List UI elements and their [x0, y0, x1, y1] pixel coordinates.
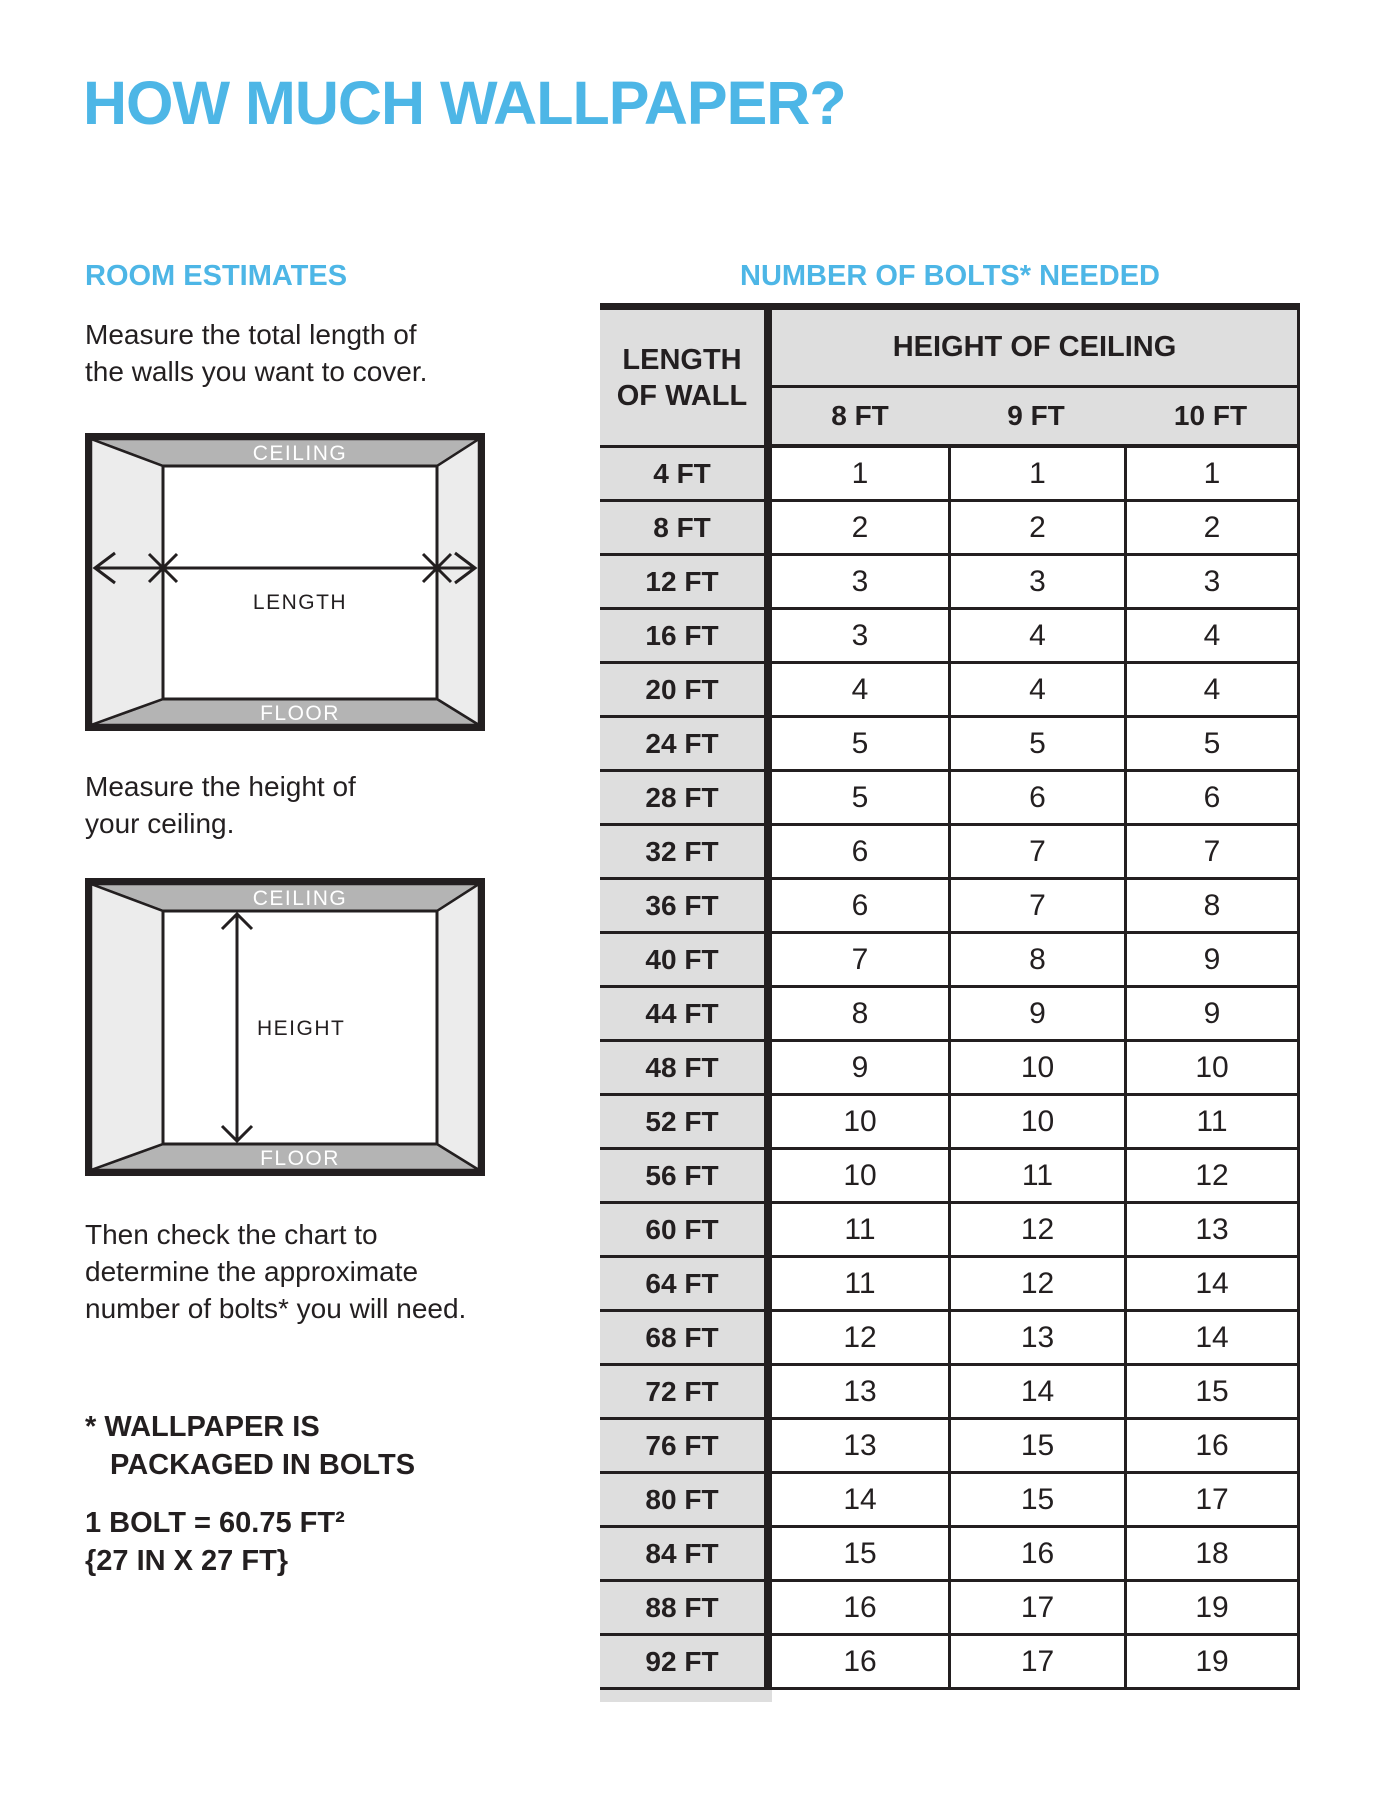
- bolt-count-cell: 16: [772, 1636, 948, 1690]
- wall-length-cell: 4 FT: [600, 448, 772, 502]
- wall-length-cell: 12 FT: [600, 556, 772, 610]
- bolt-count-cell: 4: [948, 664, 1124, 718]
- floor-label: FLOOR: [260, 1147, 340, 1170]
- bolt-count-cell: 8: [948, 934, 1124, 988]
- bolt-count-cell: 10: [772, 1096, 948, 1150]
- bolt-count-cell: 15: [1124, 1366, 1300, 1420]
- bolt-count-cell: 10: [772, 1150, 948, 1204]
- wall-length-cell: 32 FT: [600, 826, 772, 880]
- instruction-line: determine the approximate: [85, 1256, 419, 1287]
- bolt-count-cell: 7: [948, 880, 1124, 934]
- bolt-count-cell: 7: [1124, 826, 1300, 880]
- height-label: HEIGHT: [257, 1017, 346, 1040]
- bolts-table-heading: NUMBER OF BOLTS* NEEDED: [740, 260, 1160, 292]
- bolts-table: [600, 303, 1300, 1702]
- wall-length-cell: 60 FT: [600, 1204, 772, 1258]
- wall-length-cell: 8 FT: [600, 502, 772, 556]
- length-label: LENGTH: [252, 591, 348, 614]
- wall-length-cell: 64 FT: [600, 1258, 772, 1312]
- wallpaper-bolts-footnote: [85, 1408, 415, 1484]
- bolt-count-cell: 16: [948, 1528, 1124, 1582]
- bolt-count-cell: 4: [1124, 610, 1300, 664]
- row-axis-header-line: OF WALL: [616, 379, 748, 412]
- floor-label: FLOOR: [260, 702, 340, 725]
- wall-length-cell: 56 FT: [600, 1150, 772, 1204]
- bolt-count-cell: 11: [948, 1150, 1124, 1204]
- instruction-line: Measure the height of: [85, 771, 356, 802]
- bolt-count-cell: 16: [772, 1582, 948, 1636]
- bolt-count-cell: 17: [948, 1636, 1124, 1690]
- ceiling-label: CEILING: [252, 887, 348, 910]
- left-wall-panel: [91, 884, 163, 1170]
- bolt-count-cell: 13: [1124, 1204, 1300, 1258]
- back-wall-panel: [163, 466, 437, 699]
- bolt-count-cell: 17: [1124, 1474, 1300, 1528]
- bolt-count-cell: 10: [1124, 1042, 1300, 1096]
- right-wall-panel: [437, 884, 479, 1170]
- bolt-count-cell: 10: [948, 1042, 1124, 1096]
- table-grid: [600, 310, 1300, 1690]
- bolt-size-line: 1 BOLT = 60.75 FT²: [85, 1507, 345, 1539]
- bolt-count-cell: 3: [772, 610, 948, 664]
- bolt-count-cell: 8: [1124, 880, 1300, 934]
- page-title: HOW MUCH WALLPAPER?: [83, 69, 846, 137]
- wall-length-cell: 48 FT: [600, 1042, 772, 1096]
- row-axis-header-line: LENGTH: [622, 343, 742, 376]
- bolt-count-cell: 1: [772, 448, 948, 502]
- instruction-line: Then check the chart to: [85, 1219, 378, 1250]
- table-top-bar: [600, 303, 1300, 310]
- bolt-count-cell: 13: [772, 1420, 948, 1474]
- wall-length-cell: 52 FT: [600, 1096, 772, 1150]
- wall-length-cell: 72 FT: [600, 1366, 772, 1420]
- bolt-count-cell: 5: [772, 772, 948, 826]
- bolt-count-cell: 3: [948, 556, 1124, 610]
- instruction-line: Measure the total length of: [85, 319, 417, 350]
- bolt-count-cell: 2: [1124, 502, 1300, 556]
- footnote-line: * WALLPAPER IS: [85, 1411, 320, 1443]
- bolt-count-cell: 11: [1124, 1096, 1300, 1150]
- bolt-count-cell: 14: [948, 1366, 1124, 1420]
- wall-length-cell: 36 FT: [600, 880, 772, 934]
- column-group-header: HEIGHT OF CEILING: [772, 310, 1300, 388]
- bolt-count-cell: 3: [1124, 556, 1300, 610]
- wall-length-cell: 28 FT: [600, 772, 772, 826]
- column-header-8ft: 8 FT: [772, 388, 948, 448]
- bolt-count-cell: 17: [948, 1582, 1124, 1636]
- bolt-count-cell: 5: [772, 718, 948, 772]
- bolt-count-cell: 6: [948, 772, 1124, 826]
- bolt-size-line: {27 IN X 27 FT}: [85, 1545, 289, 1577]
- bolt-count-cell: 3: [772, 556, 948, 610]
- bolt-count-cell: 14: [772, 1474, 948, 1528]
- bolt-count-cell: 6: [1124, 772, 1300, 826]
- wall-length-cell: 24 FT: [600, 718, 772, 772]
- bolt-count-cell: 12: [948, 1204, 1124, 1258]
- bolt-count-cell: 4: [948, 610, 1124, 664]
- bolt-count-cell: 2: [948, 502, 1124, 556]
- bolt-count-cell: 13: [772, 1366, 948, 1420]
- bolt-count-cell: 5: [1124, 718, 1300, 772]
- bolt-count-cell: 13: [948, 1312, 1124, 1366]
- table-footer-strip: [600, 1690, 772, 1702]
- bolt-count-cell: 18: [1124, 1528, 1300, 1582]
- bolt-count-cell: 15: [772, 1528, 948, 1582]
- bolt-count-cell: 12: [1124, 1150, 1300, 1204]
- wall-length-cell: 88 FT: [600, 1582, 772, 1636]
- wall-length-cell: 16 FT: [600, 610, 772, 664]
- bolt-count-cell: 12: [772, 1312, 948, 1366]
- instruction-line: the walls you want to cover.: [85, 356, 428, 387]
- bolt-count-cell: 14: [1124, 1258, 1300, 1312]
- instruction-measure-length: [85, 316, 427, 390]
- bolt-count-cell: 10: [948, 1096, 1124, 1150]
- bolt-count-cell: 9: [1124, 988, 1300, 1042]
- room-length-diagram: [85, 433, 485, 731]
- wall-length-cell: 40 FT: [600, 934, 772, 988]
- bolt-count-cell: 19: [1124, 1636, 1300, 1690]
- bolt-count-cell: 11: [772, 1258, 948, 1312]
- bolt-count-cell: 2: [772, 502, 948, 556]
- wall-length-cell: 68 FT: [600, 1312, 772, 1366]
- instruction-line: your ceiling.: [85, 808, 235, 839]
- instruction-check-chart: [85, 1216, 466, 1327]
- bolt-count-cell: 11: [772, 1204, 948, 1258]
- footnote-line: PACKAGED IN BOLTS: [110, 1449, 416, 1481]
- ceiling-label: CEILING: [252, 442, 348, 465]
- wall-length-cell: 84 FT: [600, 1528, 772, 1582]
- wall-length-cell: 20 FT: [600, 664, 772, 718]
- bolt-count-cell: 1: [948, 448, 1124, 502]
- bolt-count-cell: 9: [1124, 934, 1300, 988]
- bolt-count-cell: 9: [772, 1042, 948, 1096]
- left-wall-panel: [91, 439, 163, 725]
- bolt-count-cell: 1: [1124, 448, 1300, 502]
- bolt-size-info: [85, 1504, 345, 1580]
- row-axis-header: [600, 310, 772, 448]
- room-height-diagram: [85, 878, 485, 1176]
- wall-length-cell: 80 FT: [600, 1474, 772, 1528]
- bolt-count-cell: 12: [948, 1258, 1124, 1312]
- bolt-count-cell: 7: [948, 826, 1124, 880]
- wall-length-cell: 92 FT: [600, 1636, 772, 1690]
- bolt-count-cell: 19: [1124, 1582, 1300, 1636]
- column-header-9ft: 9 FT: [948, 388, 1124, 448]
- bolt-count-cell: 5: [948, 718, 1124, 772]
- bolt-count-cell: 8: [772, 988, 948, 1042]
- bolt-count-cell: 16: [1124, 1420, 1300, 1474]
- bolt-count-cell: 15: [948, 1420, 1124, 1474]
- wall-length-cell: 76 FT: [600, 1420, 772, 1474]
- bolt-count-cell: 7: [772, 934, 948, 988]
- bolt-count-cell: 6: [772, 880, 948, 934]
- instruction-measure-height: [85, 768, 356, 842]
- bolt-count-cell: 6: [772, 826, 948, 880]
- column-header-10ft: 10 FT: [1124, 388, 1300, 448]
- bolt-count-cell: 9: [948, 988, 1124, 1042]
- bolt-count-cell: 4: [1124, 664, 1300, 718]
- bolt-count-cell: 14: [1124, 1312, 1300, 1366]
- instruction-line: number of bolts* you will need.: [85, 1293, 467, 1324]
- bolt-count-cell: 15: [948, 1474, 1124, 1528]
- wall-length-cell: 44 FT: [600, 988, 772, 1042]
- bolt-count-cell: 4: [772, 664, 948, 718]
- room-estimates-heading: ROOM ESTIMATES: [85, 260, 348, 292]
